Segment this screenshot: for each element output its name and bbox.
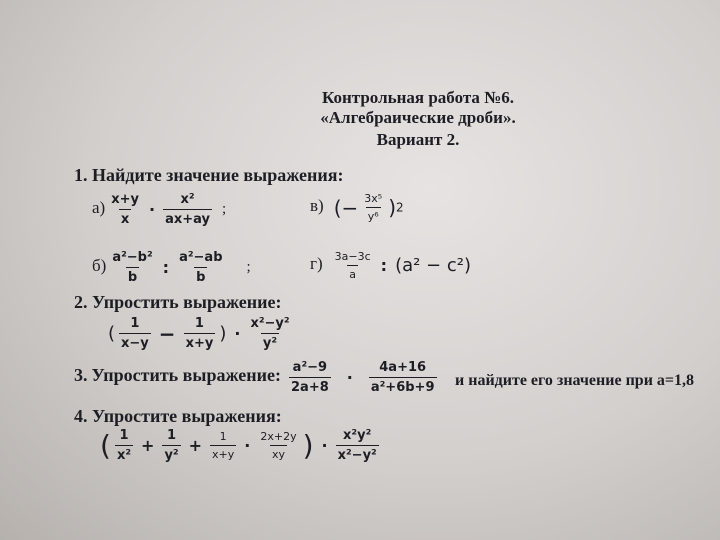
plus-sign: +: [141, 436, 155, 455]
task3-row: [74, 360, 437, 395]
denominator: ax+ay: [163, 209, 212, 227]
close-paren: ): [219, 323, 227, 344]
task3-tail: и найдите его значение при a=1,8: [455, 372, 695, 389]
task1-v-frac: [362, 192, 384, 223]
multiply-sign: ·: [234, 324, 241, 343]
task4-frac2: [162, 428, 180, 463]
denominator: x²: [115, 445, 133, 463]
semicolon: ;: [246, 259, 251, 275]
divide-sign: :: [162, 258, 170, 277]
denominator: b: [194, 267, 207, 285]
task1-b: [92, 250, 251, 285]
task2-frac3: [248, 316, 291, 351]
divide-sign: :: [380, 256, 388, 275]
task4-expression: [100, 428, 379, 463]
task1-g-rest: (a² − c²): [395, 255, 471, 276]
denominator: 2a+8: [289, 377, 331, 395]
header-topic: «Алгебраические дроби».: [320, 108, 516, 127]
task4-frac4: [258, 430, 298, 461]
numerator: 1: [167, 428, 177, 443]
close-paren: ): [302, 429, 314, 462]
numerator: a²−ab: [179, 250, 223, 265]
task4-number: 4.: [74, 406, 88, 426]
numerator: a²−b²: [112, 250, 153, 265]
task3-frac2: [369, 360, 437, 395]
task2-heading: [74, 292, 282, 313]
task1-g-frac: [333, 250, 373, 281]
task1-g: [310, 250, 471, 281]
denominator: a²+6b+9: [369, 377, 437, 395]
task1-a-frac2: [163, 192, 212, 227]
numerator: 1: [119, 428, 129, 443]
semicolon: ;: [221, 201, 227, 217]
numerator: x²y²: [343, 428, 372, 443]
task4-frac1: [115, 428, 133, 463]
numerator: x²: [180, 192, 195, 207]
task1-a-label: а): [92, 198, 106, 218]
close-paren: ): [388, 195, 396, 220]
multiply-sign: ·: [244, 436, 251, 455]
open-paren-minus: (−: [333, 195, 359, 220]
multiply-sign: ·: [148, 200, 156, 219]
task2-number: 2.: [74, 292, 88, 312]
denominator: x+y: [210, 445, 236, 461]
numerator: x²−y²: [250, 316, 290, 331]
task1-number: 1.: [74, 165, 88, 185]
numerator: 1: [130, 316, 140, 331]
task1-v: [310, 192, 404, 223]
task4-frac3: [210, 430, 236, 461]
denominator: y²: [162, 445, 180, 463]
denominator: x²−y²: [336, 445, 379, 463]
numerator: 2x+2y: [260, 430, 297, 443]
task3-number: 3.: [74, 365, 88, 386]
exponent: 2: [396, 200, 404, 215]
task1-v-label: в): [310, 196, 324, 216]
multiply-sign: ·: [346, 368, 353, 387]
open-paren: (: [108, 323, 116, 344]
task3-text: Упростить выражение:: [91, 365, 281, 386]
denominator: x: [119, 209, 131, 227]
header-variant: Вариант 2.: [376, 130, 460, 149]
denominator: y²: [261, 333, 279, 351]
numerator: a²−9: [292, 360, 328, 375]
task4-frac5: [336, 428, 379, 463]
task2-frac2: [184, 316, 216, 351]
task1-heading: [74, 165, 344, 186]
denominator: x−y: [119, 333, 151, 351]
task2-expression: [108, 316, 292, 351]
numerator: 4a+16: [379, 360, 427, 375]
task1-text: Найдите значение выражения:: [92, 165, 344, 185]
plus-sign: +: [188, 436, 203, 455]
denominator: x+y: [184, 333, 216, 351]
header-title: Контрольная работа №6.: [322, 88, 514, 107]
task1-b-frac2: [177, 250, 224, 285]
denominator: xy: [270, 445, 287, 461]
task3-frac1: [289, 360, 331, 395]
task1-a-frac1: [109, 192, 141, 227]
numerator: 3a−3c: [334, 250, 371, 263]
denominator: b: [126, 267, 139, 285]
numerator: 1: [194, 316, 204, 331]
task1-b-frac1: [110, 250, 154, 285]
multiply-sign: ·: [321, 436, 328, 455]
numerator: 3x⁵: [364, 192, 383, 205]
numerator: 1: [219, 430, 227, 443]
denominator: a: [347, 265, 358, 281]
numerator: x+y: [111, 192, 139, 207]
task2-frac1: [119, 316, 151, 351]
task1-g-label: г): [310, 254, 323, 274]
task2-text: Упростить выражение:: [92, 292, 282, 312]
minus-sign: −: [158, 321, 176, 346]
task1-a: [92, 192, 226, 227]
task4-heading: [74, 406, 282, 427]
task4-text: Упростите выражения:: [92, 406, 282, 426]
open-paren: (: [100, 429, 111, 462]
task1-b-label: б): [92, 256, 107, 276]
denominator: y⁶: [366, 207, 381, 223]
